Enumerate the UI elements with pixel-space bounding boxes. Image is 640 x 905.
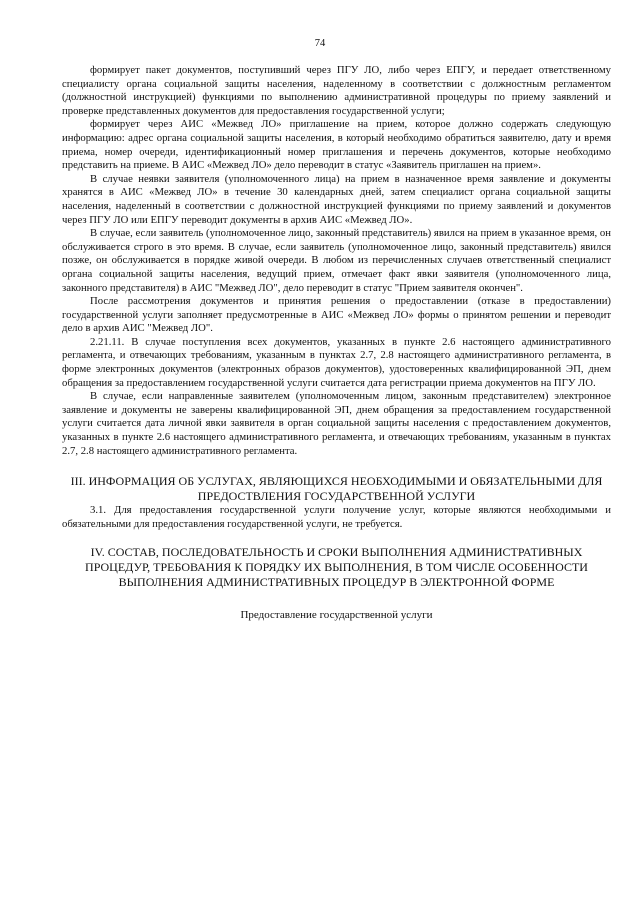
paragraph-2-21-11: 2.21.11. В случае поступления всех документов, указанных в пункте 2.6 настоящего административного регламента, и отвечающих требованиям, указанным в пунктах 2.7, 2.8 настоящего административного регламента, в форме электронных документов (электронных образов документов), удостоверенных квалифицированной ЭП, днем обращения за предоставлением государственной услуги считается дата регистрации приема документов на ПГУ ЛО. xyxy=(62,335,611,389)
section-3-heading: III. ИНФОРМАЦИЯ ОБ УСЛУГАХ, ЯВЛЯЮЩИХСЯ НЕОБХОДИМЫМИ И ОБЯЗАТЕЛЬНЫМИ ДЛЯ ПРЕДОСТВЛЕНИЯ ГОСУДАРСТВЕННОЙ УСЛУГИ xyxy=(70,474,603,504)
paragraph-decision: После рассмотрения документов и принятия решения о предоставлении (отказе в предоставлении) государственной услуги заполняет предусмотренные в АИС «Межвед ЛО» формы о принятом решении и переводит дело в архив АИС "Межвед ЛО". xyxy=(62,295,611,335)
paragraph-appearance: В случае, если заявитель (уполномоченное лицо, законный представитель) явился на прием в указанное время, он обслуживается строго в это время. В случае, если заявитель (уполномоченное лицо, законный представитель) явился позже, он обслуживается в порядке живой очереди. В любом из перечисленных случаев ответственный специалист органа социальной защиты населения, ведущий прием, отмечает факт явки заявителя (уполномоченного лица, законного представителя) в АИС "Межвед ЛО", дело переводит в статус "Прием заявителя окончен". xyxy=(62,227,611,294)
section-4-heading: IV. СОСТАВ, ПОСЛЕДОВАТЕЛЬНОСТЬ И СРОКИ ВЫПОЛНЕНИЯ АДМИНИСТРАТИВНЫХ ПРОЦЕДУР, ТРЕБОВАНИЯ К ПОРЯДКУ ИХ ВЫПОЛНЕНИЯ, В ТОМ ЧИСЛЕ ОСОБЕННОСТИ ВЫПОЛНЕНИЯ АДМИНИСТРАТИВНЫХ ПРОЦЕДУР В ЭЛЕКТРОННОЙ ФОРМЕ xyxy=(85,545,588,590)
section-4-subheading: Предоставление государственной услуги xyxy=(240,609,433,622)
paragraph-no-show: В случае неявки заявителя (уполномоченного лица) на прием в назначенное время заявление и документы хранятся в АИС «Межвед ЛО» в течение 30 календарных дней, затем специалист органа социальной защиты населения, наделенный в соответствии с должностной инструкцией функциями по приему заявлений и документов через ПГУ ЛО или ЕПГУ переводит документы в архив АИС «Межвед ЛО». xyxy=(62,172,611,226)
paragraph-invitation: формирует через АИС «Межвед ЛО» приглашение на прием, которое должно содержать следующую информацию: адрес органа социальной защиты населения, в который необходимо обратиться заявителю, дату и время приема, номер очереди, идентификационный номер приглашения и перечень документов, которые необходимо представить на приеме. В АИС «Межвед ЛО» дело переводит в статус «Заявитель приглашен на прием». xyxy=(62,118,611,172)
paragraph-package: формирует пакет документов, поступивший через ПГУ ЛО, либо через ЕПГУ, и передает ответственному специалисту органа социальной защиты населения, наделенному в соответствии с должностным регламентом (должностной инструкцией) функциями по выполнению административной процедуры по приему заявлений и проверке представленных документов для предоставления государственной услуги; xyxy=(62,64,611,117)
paragraph-3-1: 3.1. Для предоставления государственной услуги получение услуг, которые являются необходимыми и обязательными для предоставления государственной услуги, не требуется. xyxy=(62,504,611,530)
paragraph-unsigned-docs: В случае, если направленные заявителем (уполномоченным лицом, законным представителем) электронное заявление и документы не заверены квалифицированной ЭП, днем обращения за предоставлением государственной услуги считается дата личной явки заявителя в орган социальной защиты населения с предоставлением документов, указанных в пункте 2.6 настоящего административного регламента, и отвечающих требованиям, указанным в пунктах 2.7, 2.8 настоящего административного регламента. xyxy=(62,390,611,457)
document-body xyxy=(62,64,611,623)
page-number: 74 xyxy=(314,38,326,49)
